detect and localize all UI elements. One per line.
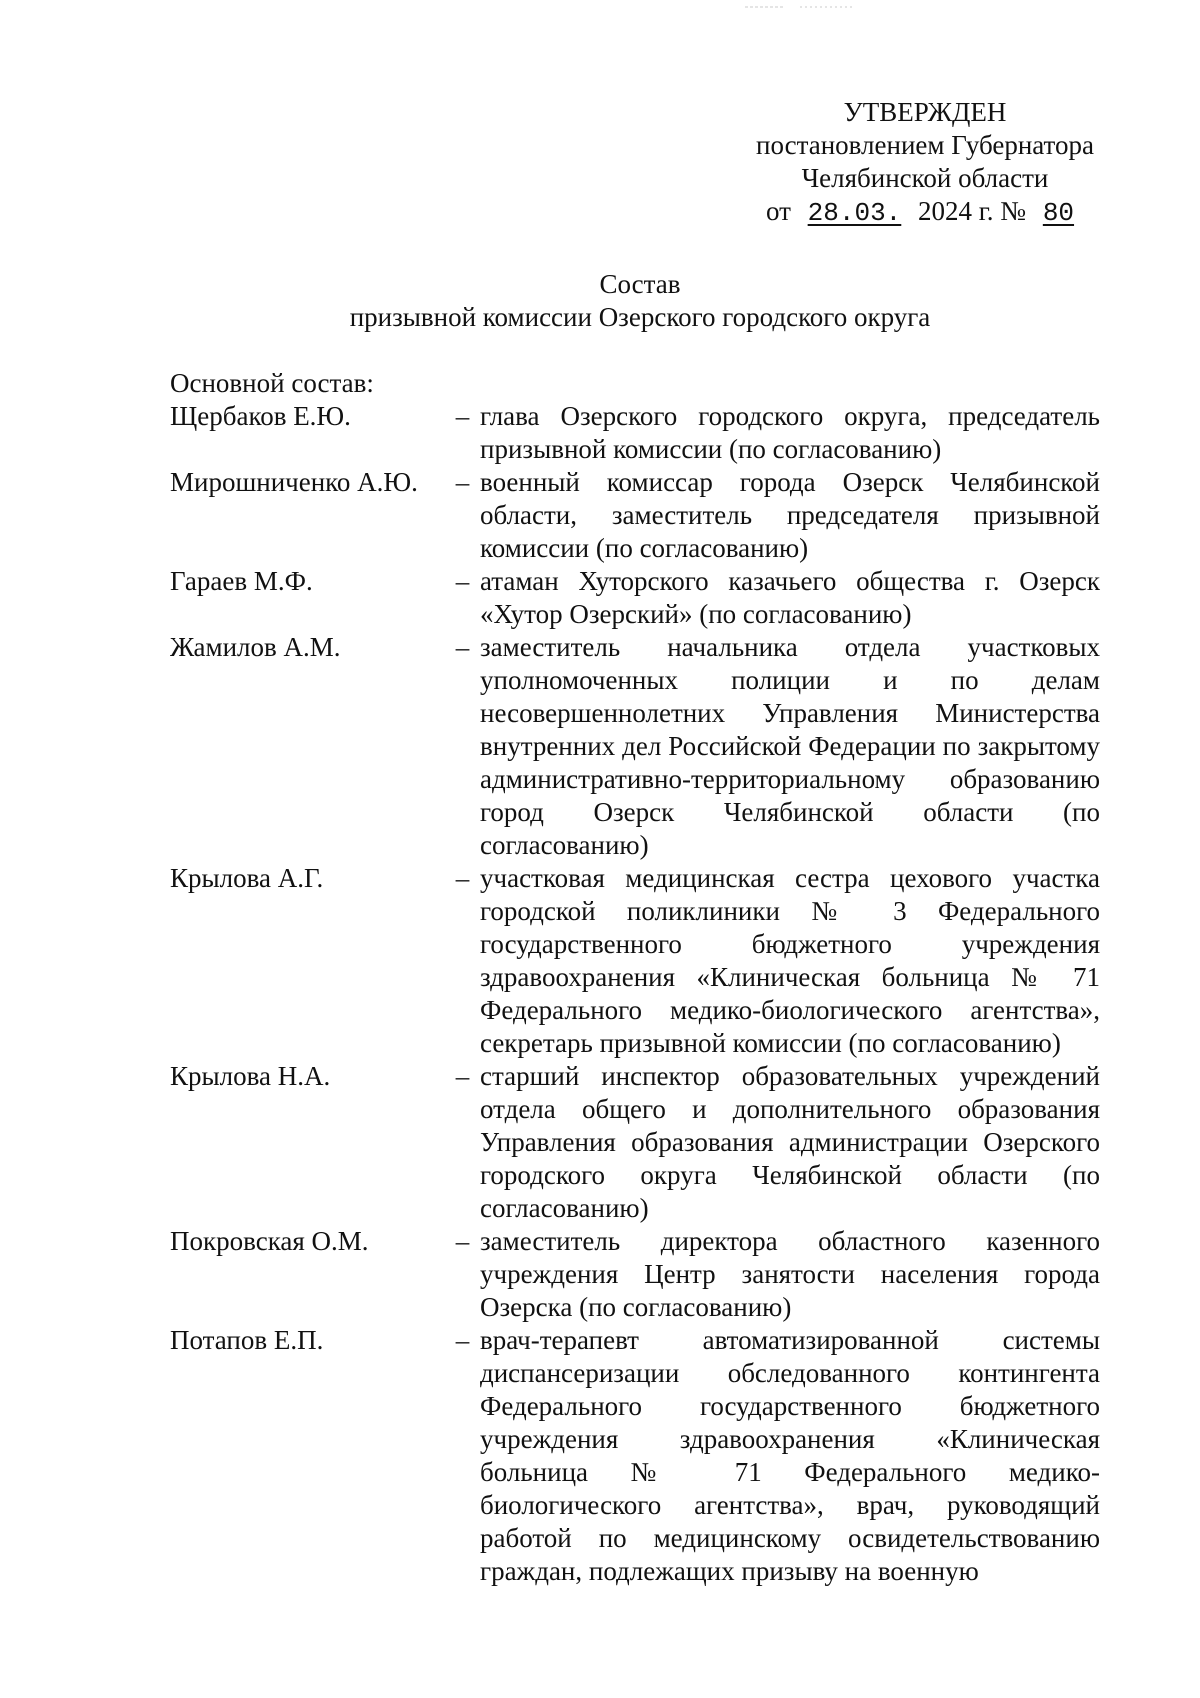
member-row [170,862,1100,1060]
member-name: Гараев М.Ф. [170,566,313,596]
member-dash: – [455,566,470,596]
member-row [170,1060,1100,1225]
member-role: глава Озерского городского округа, председатель призывной комиссии (по согласованию) [480,401,1100,464]
member-dash: – [455,1325,470,1355]
date-value: 28.03. [807,198,902,228]
member-name: Жамилов А.М. [170,632,341,662]
document-title [0,268,1200,334]
member-dash: – [455,632,470,662]
member-role: военный комиссар города Озерск Челябинской области, заместитель председателя призывной комиссии (по согласованию) [480,467,1100,563]
scan-artifact-mark [745,2,855,12]
member-list [170,400,1100,1588]
member-role: атаман Хуторского казачьего общества г. Озерск «Хутор Озерский» (по согласованию) [480,566,1100,629]
member-row [170,466,1100,565]
member-name: Крылова А.Г. [170,863,324,893]
member-row [170,631,1100,862]
year-text: 2024 г. № [918,196,1027,226]
title-line-2: призывной комиссии Озерского городского округа [349,302,931,332]
member-name: Покровская О.М. [170,1226,369,1256]
member-dash: – [455,863,470,893]
member-role: заместитель начальника отдела участковых уполномоченных полиции и по делам несовершеннолетних Управления Министерства внутренних дел Российской Федерации по закрытому административно-территориальному образованию город Озерск Челябинской области (по согласованию) [480,632,1100,860]
member-row [170,1225,1100,1324]
member-row [170,400,1100,466]
member-role: врач-терапевт автоматизированной системы диспансеризации обследованного контингента Федерального государственного бюджетного учреждения здравоохранения «Клиническая больница № 71 Федерального медико-биологического агентства», врач, руководящий работой по медицинскому освидетельствованию граждан, подлежащих призыву на военную [480,1325,1100,1586]
member-dash: – [455,1061,470,1091]
member-role: участковая медицинская сестра цехового участка городской поликлиники № 3 Федерального государственного бюджетного учреждения здравоохранения «Клиническая больница № 71 Федерального медико-биологического агентства», секретарь призывной комиссии (по согласованию) [480,863,1100,1058]
region-line: Челябинской области [801,163,1049,193]
member-row [170,565,1100,631]
member-name: Щербаков Е.Ю. [170,401,351,431]
section-label: Основной состав: [170,368,374,398]
approval-stamp-block [720,96,1130,230]
member-name: Потапов Е.П. [170,1325,324,1355]
member-dash: – [455,467,470,497]
approved-label: УТВЕРЖДЕН [843,97,1007,127]
date-number-line [720,195,1130,230]
member-dash: – [455,1226,470,1256]
member-role: старший инспектор образовательных учреждений отдела общего и дополнительного образования Управления образования администрации Озерского городского округа Челябинской области (по согласованию) [480,1061,1100,1223]
member-name: Крылова Н.А. [170,1061,331,1091]
date-prefix: от [765,196,791,226]
member-dash: – [455,401,470,431]
member-name: Мирошниченко А.Ю. [170,467,418,497]
member-row [170,1324,1100,1588]
decree-number: 80 [1042,198,1075,228]
title-line-1: Состав [599,269,681,299]
decree-line: постановлением Губернатора [756,130,1094,160]
member-role: заместитель директора областного казенного учреждения Центр занятости населения города Озерска (по согласованию) [480,1226,1100,1322]
